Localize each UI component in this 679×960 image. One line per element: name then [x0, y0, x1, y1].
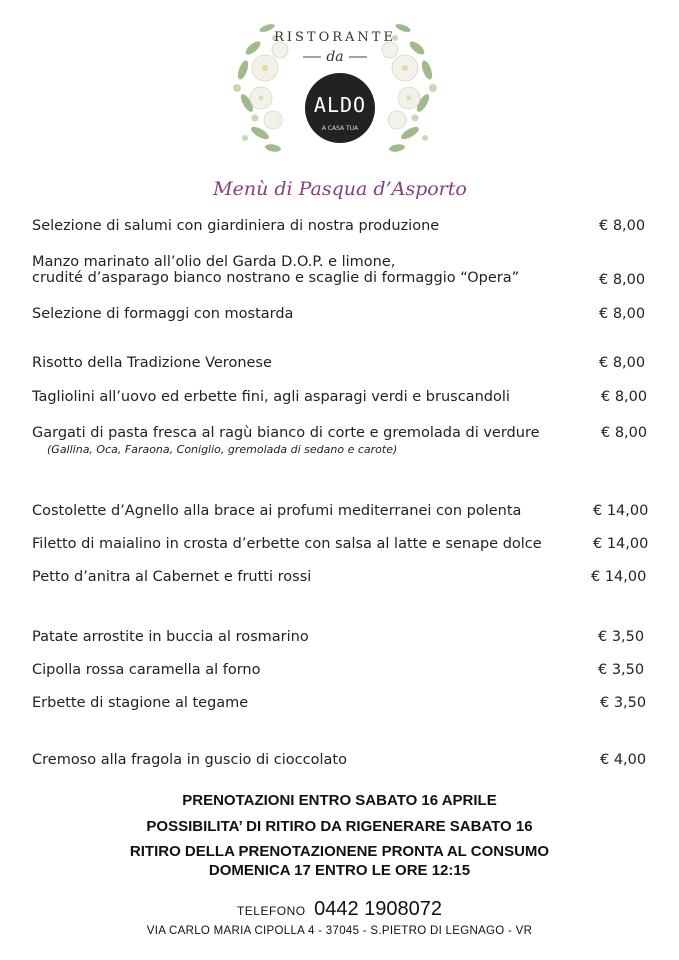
menu-item-name: Selezione di formaggi con mostarda — [32, 306, 294, 322]
menu-item-name: Tagliolini all’uovo ed erbette fini, agli asparagi verdi e bruscandoli — [32, 389, 510, 405]
menu-item — [32, 218, 439, 234]
menu-item — [32, 355, 272, 371]
menu-item-name-line2: crudité d’asparago bianco nostrano e scaglie di formaggio “Opera” — [32, 270, 520, 286]
phone-label: TELEFONO — [236, 904, 306, 918]
menu-item-name: Gargati di pasta fresca al ragù bianco di corte e gremolada di verdure — [32, 425, 540, 441]
menu-title: Menù di Pasqua d’Asporto — [213, 178, 467, 200]
menu-item-price: € 8,00 — [601, 389, 648, 405]
menu-item-price: € 14,00 — [593, 503, 649, 519]
pickup-ready-line2: DOMENICA 17 ENTRO LE ORE 12:15 — [208, 862, 471, 879]
menu-item-price: € 4,00 — [600, 752, 647, 768]
logo-title: RISTORANTE — [274, 30, 396, 45]
menu-item-name: Patate arrostite in buccia al rosmarino — [32, 629, 309, 645]
menu-item — [32, 389, 510, 405]
menu-item-note: (Gallina, Oca, Faraona, Coniglio, gremolada di sedano e carote) — [47, 443, 398, 456]
address: VIA CARLO MARIA CIPOLLA 4 - 37045 - S.PIETRO DI LEGNAGO - VR — [146, 925, 533, 937]
menu-item — [32, 254, 519, 286]
menu-item — [32, 536, 542, 552]
menu-item-price: € 14,00 — [593, 536, 649, 552]
menu-item-price: € 8,00 — [601, 425, 648, 441]
menu-item — [32, 662, 260, 678]
phone-row — [0, 898, 679, 921]
phone-number[interactable]: 0442 1908072 — [314, 898, 443, 920]
logo-da: da — [326, 49, 344, 65]
booking-deadline: PRENOTAZIONI ENTRO SABATO 16 APRILE — [182, 792, 497, 809]
menu-item-price: € 8,00 — [599, 218, 646, 234]
menu-item — [32, 629, 309, 645]
menu-item-price: € 3,50 — [598, 629, 645, 645]
menu-item-price: € 3,50 — [600, 695, 647, 711]
menu-item — [32, 752, 347, 768]
menu-item — [32, 503, 521, 519]
menu-item — [32, 306, 293, 322]
menu-item-name: Costolette d’Agnello alla brace ai profumi mediterranei con polenta — [32, 503, 522, 519]
logo-subtitle: A CASA TUA — [321, 125, 359, 132]
menu-item-price: € 3,50 — [598, 662, 645, 678]
menu-item-price: € 14,00 — [591, 569, 647, 585]
menu-item-price: € 8,00 — [599, 355, 646, 371]
menu-item-name: Filetto di maialino in crosta d’erbette con salsa al latte e senape dolce — [32, 536, 542, 552]
menu-item-name: Manzo marinato all’olio del Garda D.O.P. e limone, — [32, 254, 396, 270]
restaurant-logo — [225, 8, 445, 168]
pickup-ready-line1: RITIRO DELLA PRENOTAZIONENE PRONTA AL CONSUMO — [129, 843, 550, 860]
menu-item — [32, 695, 248, 711]
menu-item-name: Selezione di salumi con giardiniera di nostra produzione — [32, 218, 440, 234]
menu-item-name: Risotto della Tradizione Veronese — [32, 355, 272, 371]
menu-item-name: Cremoso alla fragola in guscio di cioccolato — [32, 752, 347, 768]
menu-item — [32, 569, 311, 585]
menu-item-price: € 8,00 — [599, 306, 646, 322]
menu-item — [32, 425, 540, 456]
logo-name: ALDO — [313, 93, 367, 117]
pickup-saturday: POSSIBILITA’ DI RITIRO DA RIGENERARE SABATO 16 — [146, 818, 533, 835]
menu-item-price: € 8,00 — [599, 272, 646, 288]
menu-item-name: Cipolla rossa caramella al forno — [32, 662, 261, 678]
menu-item-name: Erbette di stagione al tegame — [32, 695, 249, 711]
menu-item-name: Petto d’anitra al Cabernet e frutti rossi — [32, 569, 312, 585]
